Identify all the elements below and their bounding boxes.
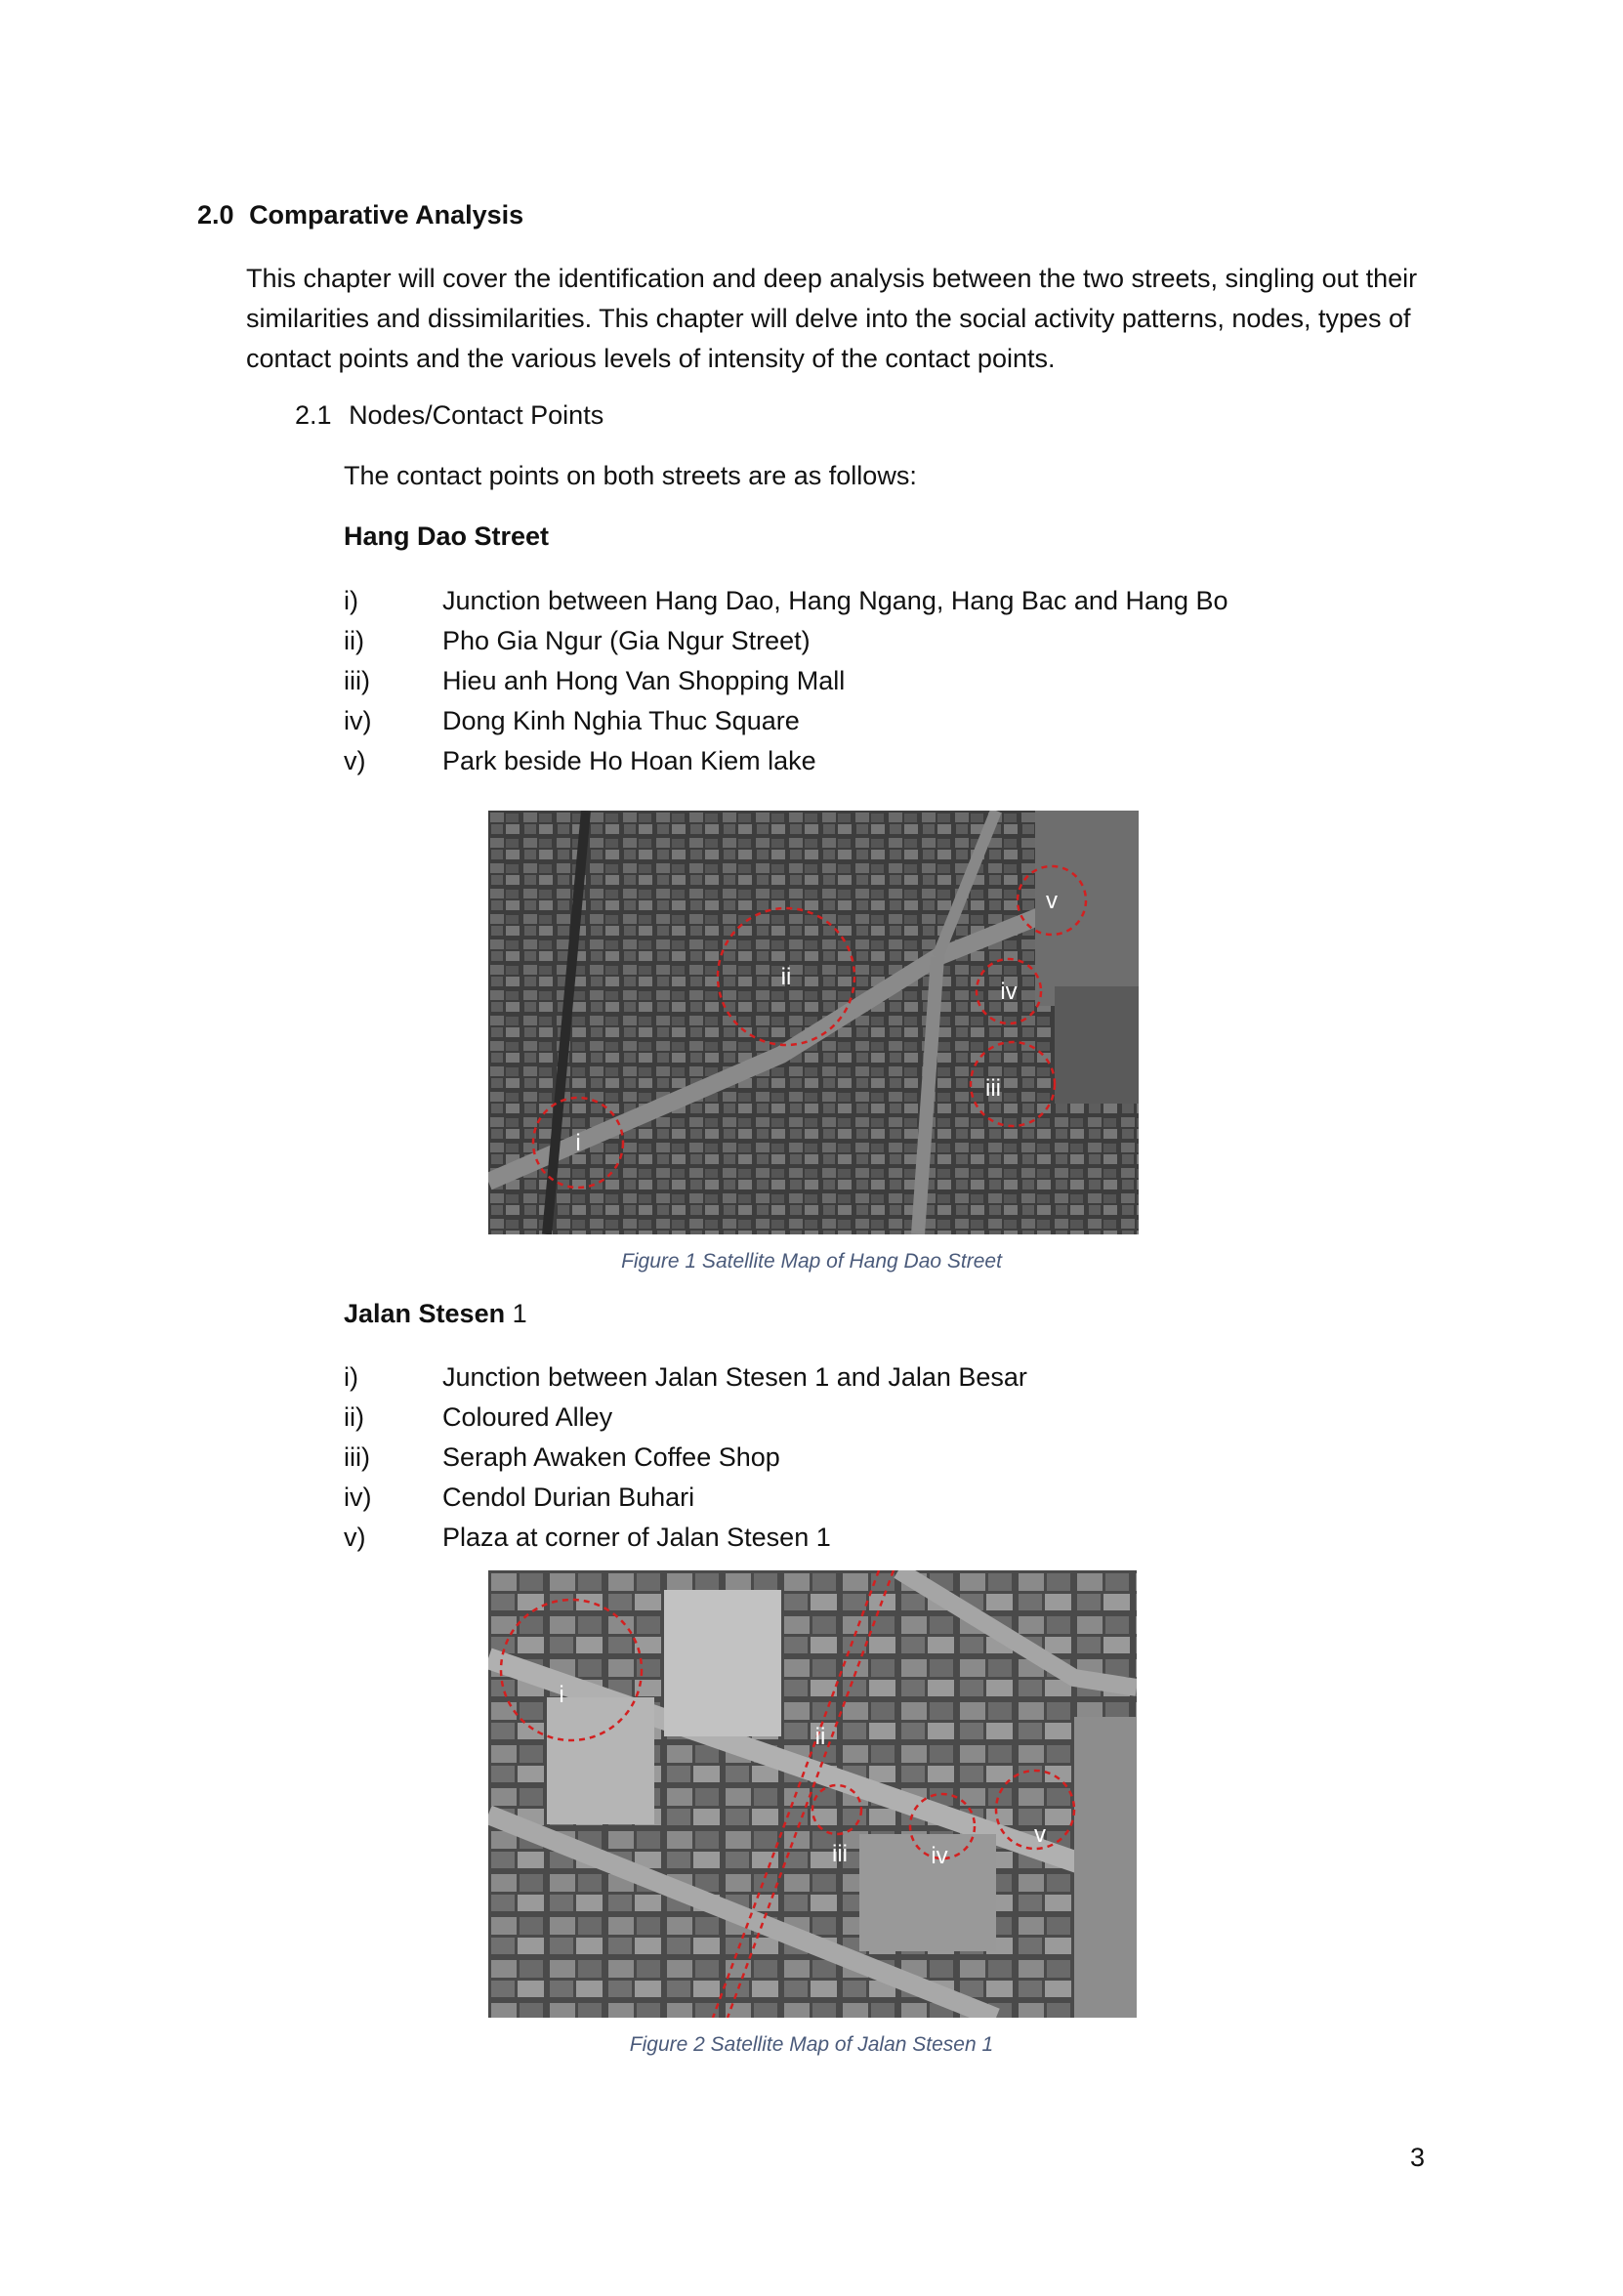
jalan-stesen-satellite-map: [488, 1570, 1137, 2018]
hang-dao-map-svg: [488, 811, 1139, 1234]
section-number: 2.0: [197, 200, 234, 230]
list-item: i) Junction between Jalan Stesen 1 and Jalan Besar: [344, 1362, 1027, 1392]
list-item: v) Park beside Ho Hoan Kiem lake: [344, 746, 816, 775]
hang-dao-list: [344, 581, 1228, 781]
map-label-iv: iv: [1000, 979, 1018, 1005]
map-label-iii: iii: [985, 1075, 1001, 1102]
map-label-iii: iii: [832, 1841, 848, 1867]
map-label-ii: ii: [780, 964, 792, 990]
contact-intro: The contact points on both streets are as follows:: [344, 461, 917, 490]
intro-paragraph: This chapter will cover the identification and deep analysis between the two streets, singling out their similarities and dissimilarities. This chapter will delve into the social activity patterns, nodes, types of contact points and the various levels of intensity of the contact points.: [246, 264, 1418, 373]
jalan-stesen-map-svg: [488, 1570, 1137, 2018]
subsection-title: Nodes/Contact Points: [349, 400, 604, 430]
list-item: iii) Seraph Awaken Coffee Shop: [344, 1442, 780, 1472]
list-item: v) Plaza at corner of Jalan Stesen 1: [344, 1523, 831, 1552]
hang-dao-title: Hang Dao Street: [344, 522, 550, 551]
subsection-heading: [295, 400, 603, 431]
page-number: 3: [1410, 2143, 1426, 2172]
section-heading: [197, 200, 523, 230]
figure-1-caption: Figure 1 Satellite Map of Hang Dao Street: [621, 1250, 1002, 1273]
map-label-ii: ii: [814, 1724, 826, 1750]
list-item: iv) Cendol Durian Buhari: [344, 1482, 695, 1512]
map-label-iv: iv: [931, 1843, 948, 1869]
map-label-i: i: [575, 1130, 581, 1156]
jalan-stesen-title: Jalan Stesen 1: [344, 1299, 527, 1328]
subsection-number: 2.1: [295, 400, 332, 430]
list-item: ii) Coloured Alley: [344, 1402, 613, 1432]
map-label-v: v: [1046, 888, 1058, 914]
section-title: Comparative Analysis: [249, 200, 524, 230]
list-item: iii) Hieu anh Hong Van Shopping Mall: [344, 666, 846, 695]
map-label-i: i: [559, 1682, 564, 1708]
list-item: iv) Dong Kinh Nghia Thuc Square: [344, 706, 800, 735]
hang-dao-satellite-map: [488, 811, 1139, 1234]
list-item: i) Junction between Hang Dao, Hang Ngang, Hang Bac and Hang Bo: [344, 586, 1228, 615]
jalan-stesen-list: [344, 1357, 1027, 1558]
figure-2-caption: Figure 2 Satellite Map of Jalan Stesen 1: [629, 2033, 994, 2056]
list-item: ii) Pho Gia Ngur (Gia Ngur Street): [344, 626, 811, 655]
map-label-v: v: [1034, 1821, 1046, 1848]
